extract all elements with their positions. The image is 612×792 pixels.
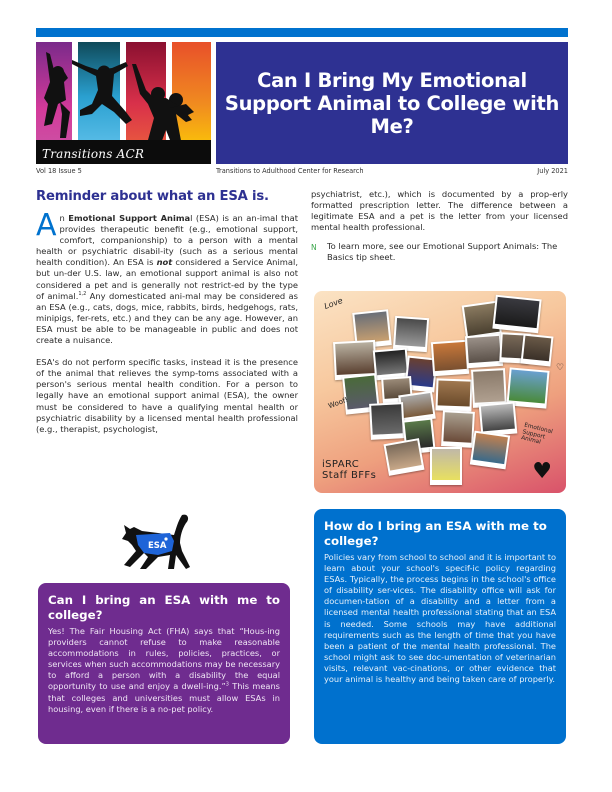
organization-label: Transitions to Adulthood Center for Research (216, 167, 364, 175)
vest-label: ESA (148, 541, 167, 551)
tip-text: To learn more, see our Emotional Support Animals: The Basics tip sheet. (327, 241, 558, 263)
tip-sheet-reference (311, 241, 568, 263)
pet-photo (465, 334, 503, 368)
can-i-bring-heading: Can I bring an ESA with me to college? (48, 593, 280, 622)
caption-line-2: Staff BFFs (322, 470, 377, 481)
esa-cat-illustration (118, 511, 208, 579)
can-i-bring-text (48, 626, 280, 715)
woof-note: Woof! (327, 395, 350, 411)
cat-with-esa-vest-icon (118, 511, 208, 579)
reminder-paragraph-2-continued: psychiatrist, etc.), which is documented by a prop-erly formatted prescription letter. The difference between a legitimate ESA and a pet is the letter from your licensed mental health professional. (311, 189, 568, 233)
logo-wordmark: Transitions ACR (42, 147, 145, 161)
p1-emphasis: not (156, 257, 173, 268)
fha-quote: Yes! The Fair Housing Act (FHA) says that “Hous-ing providers cannot refuse to make reasonable accommodations in rules, policies, practices, or services when such accommodations may be necessary to afford a person with a disability the equal opportunity to use and enjoy a dwell-ing.” (48, 626, 280, 692)
p1-text-a: l (ESA) is an an-imal that provides therapeutic benefit (e.g., emotional support, comfort, companionship) to a person with a mental health or psychiatric disabil-ity (such as a serious mental health condition). An ESA is (36, 213, 298, 268)
date-label: July 2021 (537, 167, 568, 175)
drop-cap: A (36, 208, 57, 243)
footnote-ref: 3 (225, 681, 229, 688)
reminder-heading: Reminder about what an ESA is. (36, 189, 269, 204)
p1-text-c: Any domesticated ani-mal may be considered as an ESA (e.g., cats, dogs, mice, rabbits, birds, hedgehogs, rats, minipigs, fer-rets, etc.) and they can be any age. However, an ESA must be able to be manageable in public and does not create a nuisance. (36, 290, 298, 346)
paw-heart-icon: ♥ (532, 459, 552, 484)
love-note: Love (323, 296, 344, 311)
pet-photo (393, 316, 429, 352)
pet-photo (492, 295, 541, 334)
pet-photo (431, 340, 469, 376)
pet-photo (383, 438, 424, 476)
title-banner (216, 42, 568, 164)
reminder-continued (311, 189, 568, 263)
issue-label: Vol 18 Issue 5 (36, 167, 82, 175)
reminder-paragraph-1 (36, 208, 298, 346)
top-accent-bar (36, 28, 568, 37)
how-to-bring-text: Policies vary from school to school and it is important to learn about your school's specif-ic policy regarding ESAs. Typically, the process begins in the school's office of disability ser-vices. The disability office will ask for documen-tation of a disability and a letter from a licensed mental health professional stating that an ESA is needed. Some schools may have additional requirements such as the length of time that you have been a patient of the mental health professional. The school might ask to see doc-umentation of veterinarian visits, relevant vac-cinations, or other evidence that your animal is healthy and being taken care of properly. (324, 552, 557, 685)
can-i-bring-esa-box (38, 583, 290, 744)
caption-line-1: iSPARC (322, 459, 360, 470)
footnote-ref: 1,2 (78, 290, 87, 297)
how-to-bring-heading: How do I bring an ESA with me to college? (324, 519, 547, 548)
emotional-support-animal-note: Emotional Support Animal (520, 422, 554, 446)
collage-caption (322, 459, 376, 481)
pet-photo (521, 334, 554, 367)
pet-photo (435, 378, 472, 411)
pet-photo (441, 410, 475, 448)
reminder-section (36, 189, 298, 435)
reminder-paragraph-2: ESA's do not perform specific tasks, instead it is the presence of the animal that relieves the symp-toms associated with a person's serious mental health condition. For a person to legally have an emotional support animal (ESA), the owner must be considered to have a qualifying mental health or psychiatric disability by a licensed mental health professional (e.g., therapist, psychologist, (36, 357, 298, 434)
p1-intro: n (59, 213, 69, 223)
staff-pets-photo-collage (314, 291, 566, 493)
transitions-acr-logo (36, 42, 211, 164)
bullet-icon: N (311, 243, 317, 253)
hearts-doodle-icon: ♡ (556, 363, 565, 373)
pet-photo (430, 447, 462, 485)
pet-photo (470, 431, 510, 470)
how-to-bring-esa-box (314, 509, 566, 744)
page-title: Can I Bring My Emotional Support Animal to College with Me? (224, 68, 560, 138)
p1-text-b: considered a Service Animal, but un-der U.S. law, an emotional support animal is also not considered a pet and is generally not restrict-ed by the type of animal. (36, 257, 298, 301)
fha-conclusion: This means that colleges and universities must allow ESAs in housing, even if there is a no-pet policy. (48, 681, 280, 714)
pet-photo (369, 402, 405, 440)
p1-bold-term: Emotional Support Anima (68, 213, 191, 223)
